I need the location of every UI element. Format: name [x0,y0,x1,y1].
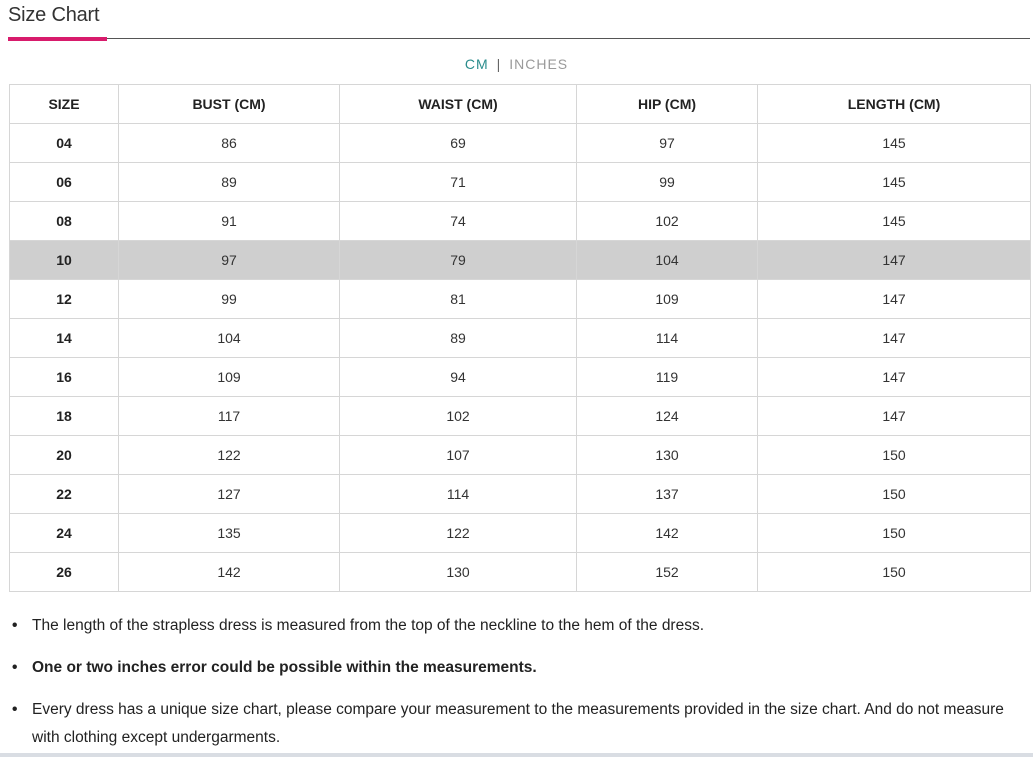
unit-switcher [0,56,1033,72]
waist-cell: 107 [340,436,577,475]
note-text: One or two inches error could be possible within the measurements. [32,659,537,676]
length-cell: 147 [758,397,1031,436]
bust-cell: 97 [119,241,340,280]
bust-cell: 109 [119,358,340,397]
waist-cell: 114 [340,475,577,514]
waist-cell: 74 [340,202,577,241]
title-accent-bar [8,37,107,41]
length-cell: 147 [758,280,1031,319]
unit-cm-link[interactable]: CM [464,56,489,72]
hip-cell: 124 [577,397,758,436]
length-cell: 147 [758,358,1031,397]
table-row [10,280,1031,319]
bust-cell: 142 [119,553,340,592]
unit-separator: | [496,56,502,72]
note-item [8,654,1018,682]
bust-cell: 104 [119,319,340,358]
table-row [10,163,1031,202]
hip-cell: 114 [577,319,758,358]
length-cell: 150 [758,475,1031,514]
bust-cell: 91 [119,202,340,241]
waist-cell: 89 [340,319,577,358]
size-cell: 14 [10,319,119,358]
length-cell: 150 [758,514,1031,553]
size-cell: 16 [10,358,119,397]
bust-cell: 99 [119,280,340,319]
waist-cell: 71 [340,163,577,202]
hip-cell: 119 [577,358,758,397]
table-header-row [10,85,1031,124]
table-row [10,397,1031,436]
table-row [10,475,1031,514]
table-row [10,553,1031,592]
bust-cell: 89 [119,163,340,202]
bullet-icon: • [12,701,18,718]
table-row [10,358,1031,397]
header-waist: WAIST (CM) [340,85,577,124]
length-cell: 150 [758,436,1031,475]
header-bust: BUST (CM) [119,85,340,124]
bust-cell: 135 [119,514,340,553]
bullet-icon: • [12,659,18,676]
waist-cell: 79 [340,241,577,280]
hip-cell: 97 [577,124,758,163]
bust-cell: 127 [119,475,340,514]
size-cell: 24 [10,514,119,553]
size-cell: 12 [10,280,119,319]
bust-cell: 117 [119,397,340,436]
waist-cell: 130 [340,553,577,592]
header-length: LENGTH (CM) [758,85,1031,124]
size-cell: 18 [10,397,119,436]
hip-cell: 152 [577,553,758,592]
note-text: Every dress has a unique size chart, please compare your measurement to the measurements provided in the size chart. And do not measure with clothing except undergarments. [32,701,1004,746]
size-cell: 10 [10,241,119,280]
waist-cell: 94 [340,358,577,397]
table-row [10,319,1031,358]
bust-cell: 86 [119,124,340,163]
length-cell: 147 [758,241,1031,280]
table-row [10,436,1031,475]
waist-cell: 81 [340,280,577,319]
length-cell: 145 [758,124,1031,163]
hip-cell: 104 [577,241,758,280]
size-cell: 20 [10,436,119,475]
size-chart-table [9,84,1031,592]
waist-cell: 69 [340,124,577,163]
note-text: The length of the strapless dress is measured from the top of the neckline to the hem of the dress. [32,617,705,634]
size-notes [8,612,1018,752]
size-chart-body [10,124,1031,592]
note-item [8,612,1018,640]
page-title: Size Chart [8,4,100,26]
hip-cell: 102 [577,202,758,241]
hip-cell: 142 [577,514,758,553]
size-cell: 26 [10,553,119,592]
note-item [8,696,1018,752]
hip-cell: 99 [577,163,758,202]
size-cell: 04 [10,124,119,163]
length-cell: 145 [758,202,1031,241]
size-cell: 06 [10,163,119,202]
hip-cell: 130 [577,436,758,475]
bottom-border [0,753,1033,757]
table-row [10,241,1031,280]
length-cell: 150 [758,553,1031,592]
bust-cell: 122 [119,436,340,475]
header-hip: HIP (CM) [577,85,758,124]
size-cell: 08 [10,202,119,241]
hip-cell: 109 [577,280,758,319]
length-cell: 145 [758,163,1031,202]
bullet-icon: • [12,617,18,634]
waist-cell: 122 [340,514,577,553]
size-cell: 22 [10,475,119,514]
waist-cell: 102 [340,397,577,436]
header-size: SIZE [10,85,119,124]
table-row [10,124,1031,163]
table-row [10,202,1031,241]
length-cell: 147 [758,319,1031,358]
title-divider [8,38,1030,39]
unit-inches-link[interactable]: INCHES [509,56,569,72]
table-row [10,514,1031,553]
hip-cell: 137 [577,475,758,514]
